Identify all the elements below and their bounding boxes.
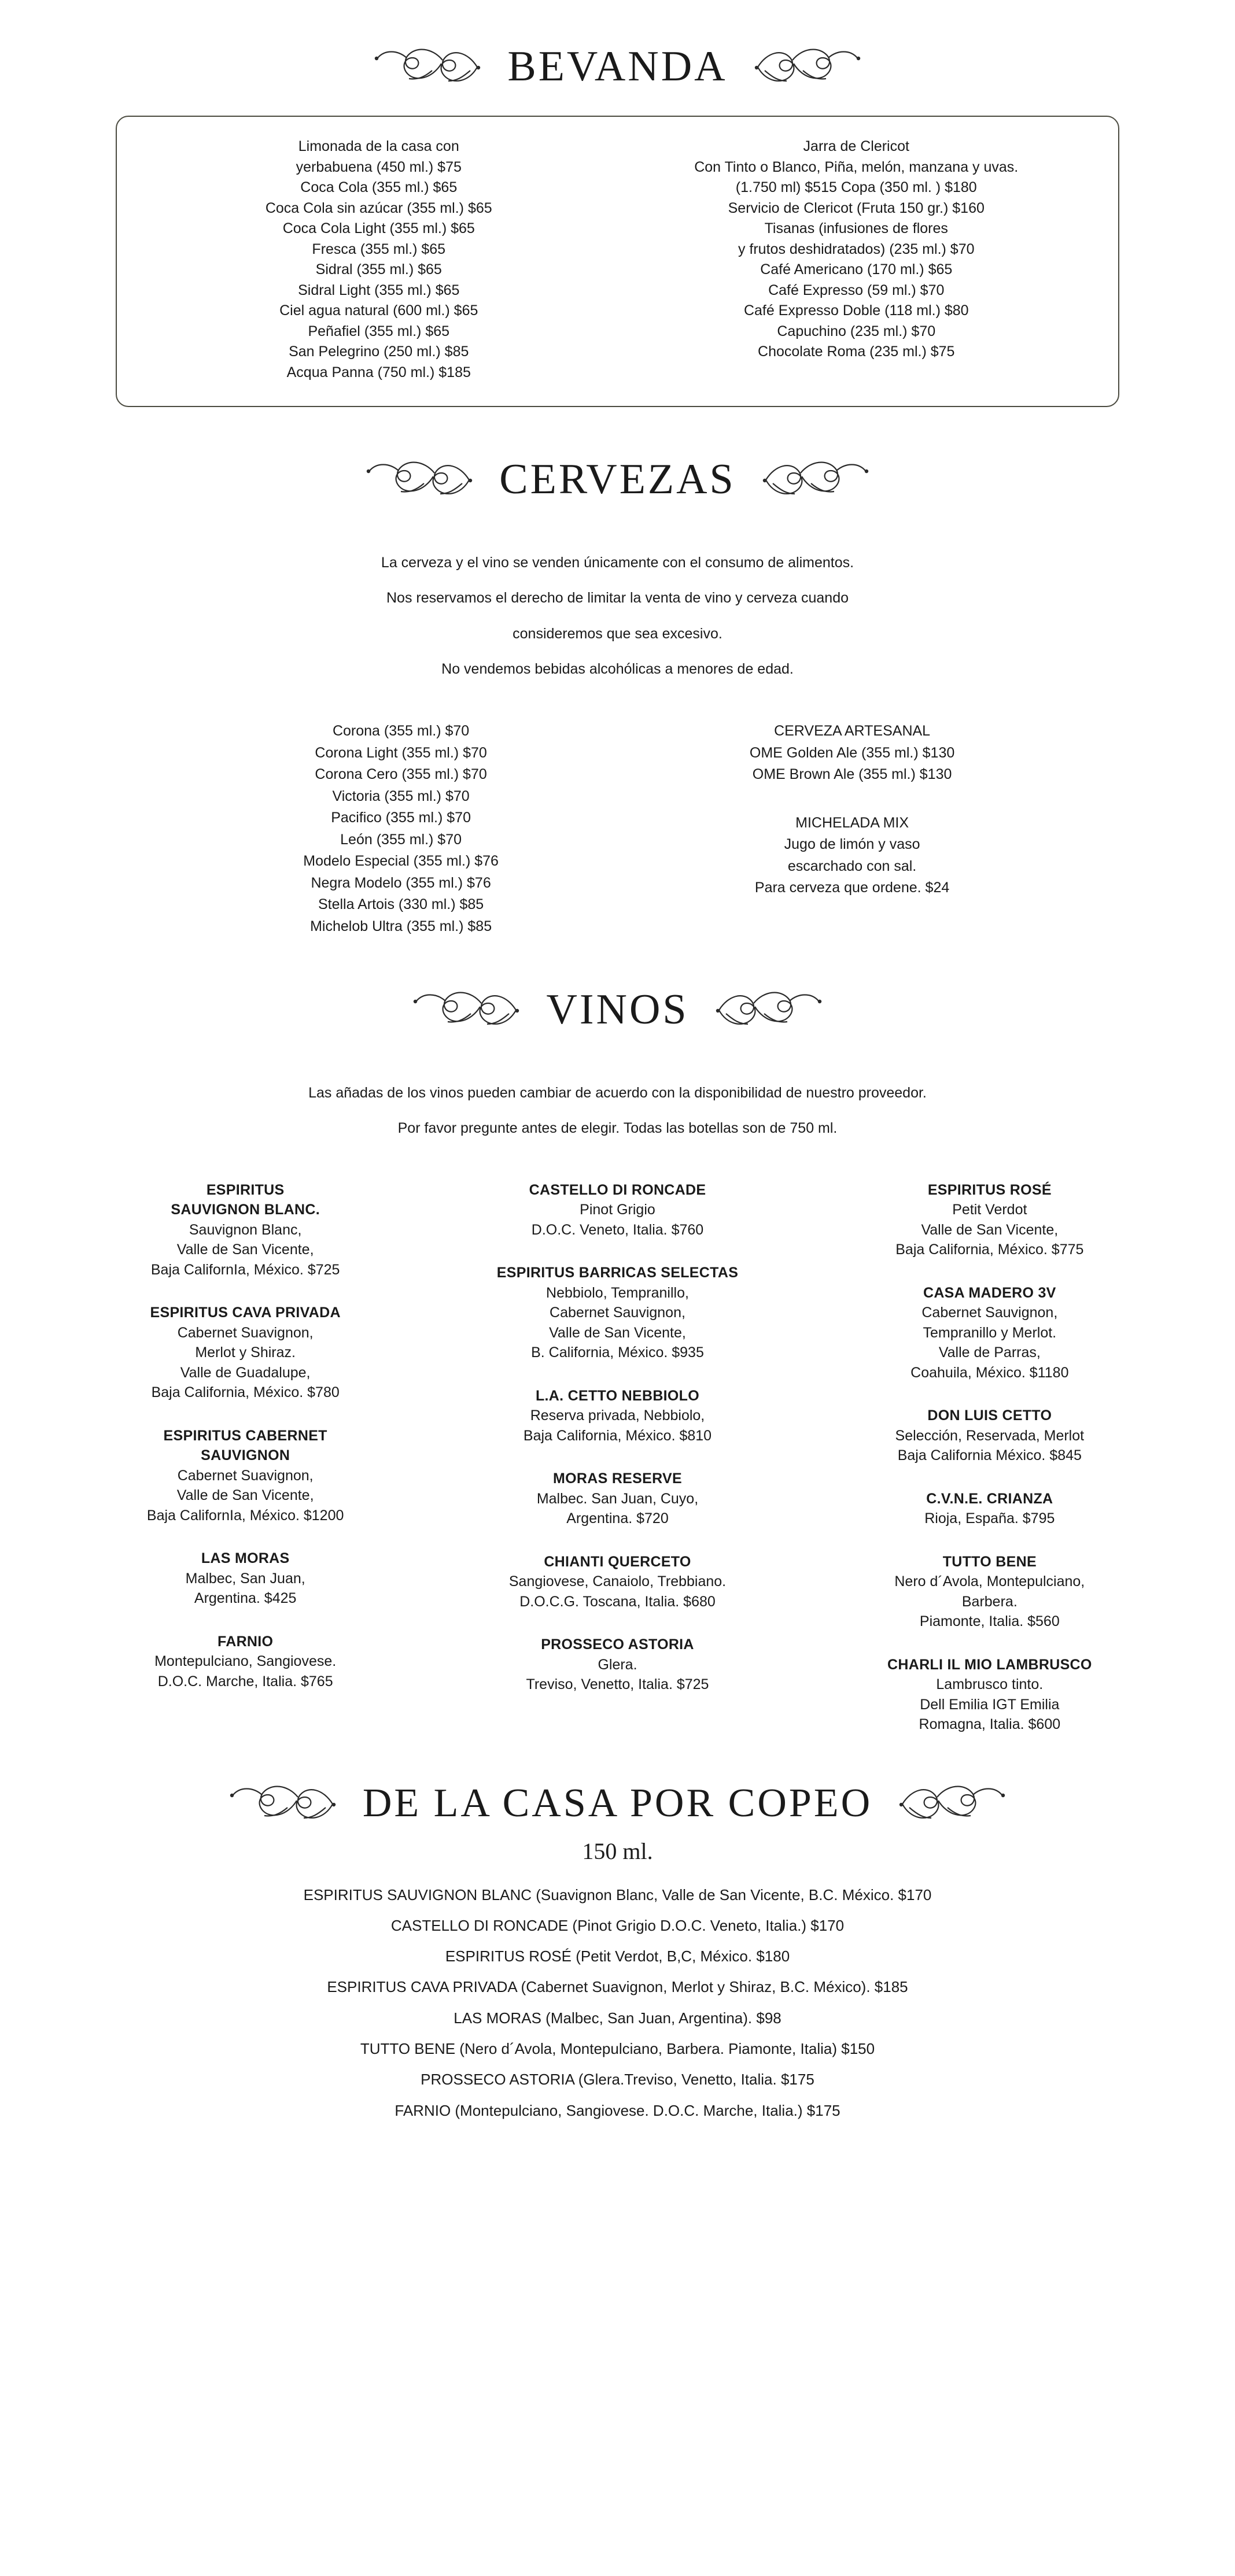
- wine-detail: Nero d´Avola, Montepulciano,: [894, 1573, 1085, 1590]
- wine-detail: Barbera.: [961, 1593, 1018, 1610]
- wine-name: SAUVIGNON: [201, 1447, 290, 1463]
- vinos-column-3: [812, 1180, 1167, 1758]
- list-item: Coca Cola sin azúcar (355 ml.) $65: [265, 199, 492, 216]
- list-item: Pacifico (355 ml.) $70: [331, 810, 471, 826]
- wine-detail: Baja CalifornIa, México. $725: [150, 1261, 340, 1278]
- wine-detail: Reserva privada, Nebbiolo,: [530, 1407, 705, 1424]
- list-item: PROSSECO ASTORIA (Glera.Treviso, Venetto, Italia. $175: [421, 2071, 814, 2089]
- flourish-ornament-icon: [755, 448, 871, 511]
- subsection-title: MICHELADA MIX: [795, 814, 909, 831]
- wine-detail: Cabernet Suavignon,: [177, 1324, 314, 1341]
- wine-detail: Sauvignon Blanc,: [189, 1221, 302, 1238]
- list-item: Sidral (355 ml.) $65: [315, 261, 442, 278]
- wine-name: SAUVIGNON BLANC.: [171, 1202, 320, 1218]
- list-item: [440, 1263, 795, 1363]
- bevanda-right-column: [618, 136, 1096, 383]
- vinos-column-1: [68, 1180, 423, 1758]
- wine-name: MORAS RESERVE: [553, 1470, 682, 1487]
- bevanda-left-column: [140, 136, 618, 383]
- wine-detail: Selección, Reservada, Merlot: [895, 1427, 1085, 1444]
- wine-detail: B. California, México. $935: [531, 1344, 704, 1361]
- note-line: Las añadas de los vinos pueden cambiar de acuerdo con la disponibilidad de nuestro proveedor.: [308, 1085, 927, 1101]
- list-item: Corona Light (355 ml.) $70: [315, 744, 487, 761]
- list-item: Café Americano (170 ml.) $65: [760, 261, 953, 278]
- list-item: Victoria (355 ml.) $70: [332, 788, 470, 804]
- list-item: [440, 1386, 795, 1446]
- wine-name: ESPIRITUS BARRICAS SELECTAS: [496, 1265, 739, 1281]
- wine-name: CHIANTI QUERCETO: [544, 1553, 691, 1570]
- cervezas-beer-list: [167, 720, 636, 937]
- wine-detail: Baja California, México. $810: [523, 1427, 712, 1444]
- wine-detail: Malbec, San Juan,: [185, 1570, 305, 1587]
- wine-name: ESPIRITUS CAVA PRIVADA: [150, 1304, 341, 1321]
- list-item: [440, 1180, 795, 1240]
- note-line: consideremos que sea excesivo.: [513, 625, 722, 642]
- wine-detail: Valle de San Vicente,: [921, 1221, 1059, 1238]
- section-heading-copeo: [0, 1772, 1235, 1835]
- flourish-ornament-icon: [709, 978, 824, 1041]
- cervezas-side-lists: [636, 720, 1069, 937]
- list-item: Café Expresso Doble (118 ml.) $80: [743, 302, 969, 319]
- wine-detail: Cabernet Suavignon,: [177, 1467, 314, 1484]
- note-line: Nos reservamos el derecho de limitar la venta de vino y cerveza cuando: [386, 590, 849, 607]
- wine-detail: Baja California México. $845: [897, 1447, 1082, 1463]
- list-item: Negra Modelo (355 ml.) $76: [311, 874, 491, 891]
- michelada-mix-block: [636, 812, 1069, 899]
- list-item: LAS MORAS (Malbec, San Juan, Argentina). $98: [454, 2009, 781, 2027]
- list-item: [812, 1655, 1167, 1735]
- list-item: [440, 1469, 795, 1529]
- wine-detail: Piamonte, Italia. $560: [919, 1613, 1060, 1629]
- bevanda-panel: [116, 116, 1119, 407]
- list-item: [440, 1635, 795, 1695]
- wine-detail: Malbec. San Juan, Cuyo,: [536, 1490, 699, 1507]
- wine-detail: D.O.C. Marche, Italia. $765: [157, 1673, 333, 1690]
- flourish-ornament-icon: [747, 35, 863, 98]
- wine-detail: Montepulciano, Sangiovese.: [154, 1653, 337, 1669]
- vinos-columns: [68, 1180, 1167, 1758]
- wine-detail: Treviso, Venetto, Italia. $725: [526, 1676, 709, 1692]
- cerveza-artesanal-block: [636, 720, 1069, 786]
- flourish-ornament-icon: [372, 35, 488, 98]
- wine-detail: Merlot y Shiraz.: [195, 1344, 296, 1361]
- list-item: Modelo Especial (355 ml.) $76: [303, 853, 499, 869]
- list-item: OME Golden Ale (355 ml.) $130: [749, 744, 955, 761]
- list-item: [812, 1283, 1167, 1383]
- list-item: [68, 1548, 423, 1609]
- list-item: Ciel agua natural (600 ml.) $65: [279, 302, 478, 319]
- wine-detail: D.O.C. Veneto, Italia. $760: [531, 1221, 704, 1238]
- list-item: TUTTO BENE (Nero d´Avola, Montepulciano, Barbera. Piamonte, Italia) $150: [360, 2039, 875, 2057]
- page-title-copeo: DE LA CASA POR COPEO: [362, 1780, 873, 1825]
- list-item: escarchado con sal.: [787, 858, 917, 874]
- list-item: CASTELLO DI RONCADE (Pinot Grigio D.O.C. Veneto, Italia.) $170: [390, 1916, 845, 1934]
- wine-name: PROSSECO ASTORIA: [541, 1636, 694, 1653]
- list-item: [440, 1552, 795, 1612]
- copeo-subtitle: 150 ml.: [582, 1838, 653, 1864]
- list-item: Jarra de Clericot: [803, 138, 909, 154]
- flourish-ornament-icon: [227, 1772, 343, 1835]
- vinos-note: [74, 1082, 1162, 1139]
- list-item: Coca Cola (355 ml.) $65: [300, 179, 458, 195]
- wine-detail: Pinot Grigio: [580, 1202, 655, 1218]
- list-item: [812, 1406, 1167, 1466]
- list-item: [68, 1303, 423, 1403]
- wine-name: ESPIRITUS ROSÉ: [927, 1181, 1052, 1198]
- list-item: Para cerveza que ordene. $24: [754, 879, 950, 896]
- list-item: Stella Artois (330 ml.) $85: [318, 896, 484, 912]
- flourish-ornament-icon: [892, 1772, 1008, 1835]
- wine-detail: Valle de San Vicente,: [549, 1324, 686, 1341]
- list-item: Chocolate Roma (235 ml.) $75: [758, 343, 955, 360]
- wine-name: TUTTO BENE: [942, 1553, 1037, 1570]
- vinos-column-2: [440, 1180, 795, 1758]
- list-item: ESPIRITUS CAVA PRIVADA (Cabernet Suavignon, Merlot y Shiraz, B.C. México). $185: [327, 1978, 908, 1996]
- list-item: Capuchino (235 ml.) $70: [777, 323, 936, 339]
- wine-detail: Nebbiolo, Tempranillo,: [546, 1284, 689, 1301]
- wine-detail: Dell Emilia IGT Emilia: [920, 1696, 1060, 1713]
- list-item: [812, 1489, 1167, 1529]
- wine-detail: Sangiovese, Canaiolo, Trebbiano.: [508, 1573, 727, 1590]
- list-item: Corona (355 ml.) $70: [332, 723, 470, 739]
- wine-detail: Valle de San Vicente,: [176, 1487, 314, 1503]
- wine-detail: Argentina. $425: [194, 1590, 297, 1606]
- wine-name: DON LUIS CETTO: [927, 1407, 1052, 1424]
- page-title-cervezas: CERVEZAS: [499, 456, 736, 503]
- list-item: [68, 1632, 423, 1692]
- wine-detail: Argentina. $720: [566, 1510, 669, 1527]
- wine-detail: Petit Verdot: [952, 1202, 1027, 1218]
- subsection-title: CERVEZA ARTESANAL: [774, 723, 931, 739]
- wine-name: C.V.N.E. CRIANZA: [926, 1490, 1053, 1507]
- list-item: Limonada de la casa con: [298, 138, 459, 154]
- list-item: Fresca (355 ml.) $65: [312, 241, 446, 257]
- wine-name: FARNIO: [217, 1633, 274, 1650]
- cervezas-content: [167, 720, 1069, 937]
- list-item: ESPIRITUS ROSÉ (Petit Verdot, B,C, México. $180: [445, 1947, 790, 1965]
- cervezas-policy-note: [184, 552, 1052, 679]
- list-item: Sidral Light (355 ml.) $65: [298, 282, 460, 298]
- wine-detail: Lambrusco tinto.: [936, 1676, 1044, 1692]
- list-item: Tisanas (infusiones de flores: [764, 220, 948, 236]
- wine-name: LAS MORAS: [201, 1550, 290, 1566]
- note-line: No vendemos bebidas alcohólicas a menores de edad.: [441, 660, 794, 677]
- wine-detail: Glera.: [598, 1656, 637, 1673]
- wine-detail: Cabernet Sauvignon,: [550, 1304, 685, 1321]
- list-item: San Pelegrino (250 ml.) $85: [289, 343, 469, 360]
- note-line: La cerveza y el vino se venden únicamente con el consumo de alimentos.: [381, 555, 854, 571]
- list-item: FARNIO (Montepulciano, Sangiovese. D.O.C. Marche, Italia.) $175: [395, 2101, 840, 2119]
- list-item: Servicio de Clericot (Fruta 150 gr.) $160: [728, 199, 985, 216]
- wine-detail: Romagna, Italia. $600: [919, 1716, 1061, 1732]
- list-item: Corona Cero (355 ml.) $70: [315, 766, 487, 782]
- list-item: [68, 1180, 423, 1280]
- wine-name: CHARLI IL MIO LAMBRUSCO: [887, 1656, 1092, 1673]
- wine-name: ESPIRITUS CABERNET: [163, 1427, 327, 1444]
- list-item: OME Brown Ale (355 ml.) $130: [752, 766, 952, 782]
- list-item: Café Expresso (59 ml.) $70: [768, 282, 945, 298]
- copeo-list: [74, 1880, 1162, 2126]
- wine-name: CASTELLO DI RONCADE: [529, 1181, 706, 1198]
- wine-detail: Baja California, México. $775: [895, 1241, 1084, 1258]
- list-item: [812, 1552, 1167, 1632]
- list-item: Michelob Ultra (355 ml.) $85: [310, 918, 492, 934]
- section-heading-vinos: [0, 978, 1235, 1041]
- wine-detail: Cabernet Sauvignon,: [921, 1304, 1058, 1321]
- wine-name: L.A. CETTO NEBBIOLO: [535, 1387, 699, 1404]
- list-item: yerbabuena (450 ml.) $75: [296, 158, 462, 175]
- list-item: [68, 1426, 423, 1526]
- wine-name: CASA MADERO 3V: [923, 1284, 1056, 1301]
- wine-detail: D.O.C.G. Toscana, Italia. $680: [519, 1593, 716, 1610]
- note-line: Por favor pregunte antes de elegir. Todas las botellas son de 750 ml.: [397, 1120, 838, 1137]
- wine-detail: Tempranillo y Merlot.: [923, 1324, 1057, 1341]
- wine-name: ESPIRITUS: [206, 1181, 285, 1198]
- list-item: Coca Cola Light (355 ml.) $65: [282, 220, 475, 236]
- list-item: Acqua Panna (750 ml.) $185: [286, 364, 471, 380]
- list-item: Jugo de limón y vaso: [784, 836, 920, 852]
- flourish-ornament-icon: [411, 978, 526, 1041]
- list-item: [812, 1180, 1167, 1260]
- list-item: y frutos deshidratados) (235 ml.) $70: [738, 241, 975, 257]
- wine-detail: Valle de Parras,: [938, 1344, 1041, 1361]
- list-item: (1.750 ml) $515 Copa (350 ml. ) $180: [735, 179, 977, 195]
- section-heading-cervezas: [0, 448, 1235, 511]
- wine-detail: Baja California, México. $780: [151, 1384, 340, 1400]
- wine-detail: Valle de Guadalupe,: [180, 1364, 311, 1381]
- list-item: Peñafiel (355 ml.) $65: [308, 323, 450, 339]
- section-heading-bevanda: [0, 35, 1235, 98]
- list-item: Con Tinto o Blanco, Piña, melón, manzana y uvas.: [694, 158, 1019, 175]
- wine-detail: Coahuila, México. $1180: [910, 1364, 1069, 1381]
- page-title-bevanda: BEVANDA: [507, 43, 728, 90]
- page-title-vinos: VINOS: [546, 986, 689, 1033]
- flourish-ornament-icon: [364, 448, 480, 511]
- list-item: ESPIRITUS SAUVIGNON BLANC (Suavignon Blanc, Valle de San Vicente, B.C. México. $170: [303, 1886, 932, 1904]
- wine-detail: Baja CalifornIa, México. $1200: [146, 1507, 344, 1524]
- list-item: León (355 ml.) $70: [340, 831, 462, 848]
- wine-detail: Valle de San Vicente,: [176, 1241, 314, 1258]
- wine-detail: Rioja, España. $795: [924, 1510, 1055, 1527]
